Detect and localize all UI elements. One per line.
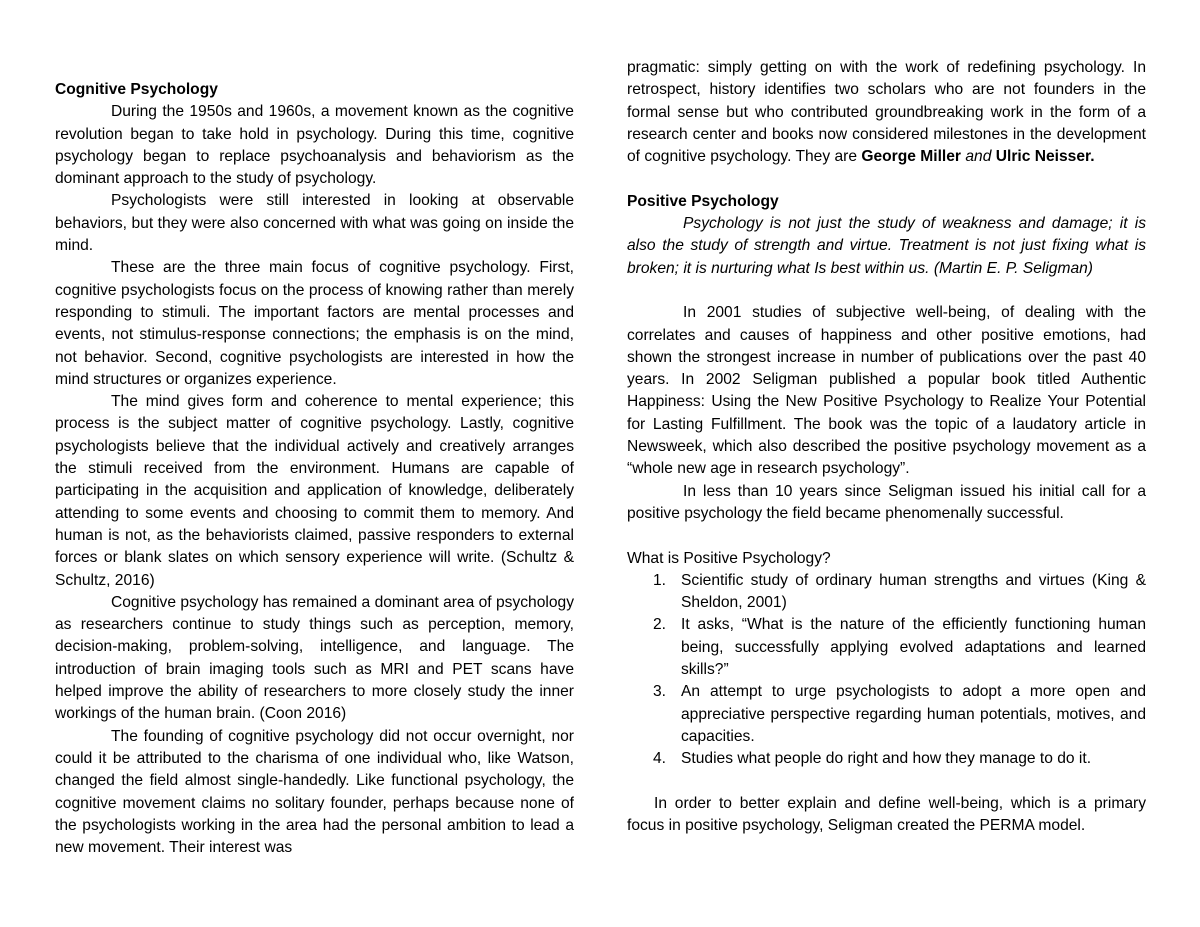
list-item (627, 748, 1146, 770)
list-text: Studies what people do right and how they manage to do it. (681, 750, 1092, 768)
list-item (627, 570, 1146, 615)
list-number: 1. (653, 571, 667, 589)
list-text: It asks, “What is the nature of the efficiently functioning human being, successfully applying evolved adaptations and learned skills?” (681, 616, 1146, 679)
paragraph: In 2001 studies of subjective well-being, of dealing with the correlates and causes of happiness and other positive emotions, had shown the strongest increase in number of publications over the past 40 years. In 2002 Seligman published a popular book titled Authentic Happiness: Using the New Positive Psychology to Realize Your Potential for Lasting Fulfillment. The book was the topic of a laudatory article in Newsweek, which also described the positive psychology movement as a “whole new age in research psychology”. (627, 304, 1146, 478)
list-item (627, 681, 1146, 748)
scholar-name: Ulric Neisser. (995, 148, 1095, 166)
paragraph: In less than 10 years since Seligman issued his initial call for a positive psychology the field became phenomenally successful. (627, 482, 1146, 522)
list-number: 2. (653, 616, 667, 634)
paragraph: Psychologists were still interested in looking at observable behaviors, but they were also concerned with what was going on inside the mind. (55, 192, 574, 255)
spacer (627, 280, 1146, 302)
list-number: 3. (653, 683, 667, 701)
list-text: Scientific study of ordinary human strengths and virtues (King & Sheldon, 2001) (681, 571, 1146, 612)
positive-psychology-heading: Positive Psychology (627, 192, 779, 210)
paragraph: During the 1950s and 1960s, a movement known as the cognitive revolution began to take hold in psychology. During this time, cognitive psychology began to replace psychoanalysis and behaviorism as the dominant approach to the study of psychology. (55, 103, 574, 188)
continuation-paragraph (627, 57, 1146, 168)
list-title: What is Positive Psychology? (627, 549, 831, 567)
left-column (55, 79, 574, 859)
paragraph: These are the three main focus of cognitive psychology. First, cognitive psychologists focus on the process of knowing rather than merely responding to stimuli. The important factors are mental processes and events, not stimulus-response connections; the emphasis is on the mind, not behavior. Second, cognitive psychologists are interested in how the mind structures or organizes experience. (55, 259, 574, 388)
list-text: An attempt to urge psychologists to adopt a more open and appreciative perspective regarding human potentials, motives, and capacities. (681, 683, 1146, 745)
list-item (627, 614, 1146, 681)
spacer (627, 525, 1146, 547)
cognitive-psychology-heading: Cognitive Psychology (55, 81, 218, 98)
paragraph: Cognitive psychology has remained a dominant area of psychology as researchers continue to study things such as perception, memory, decision-making, problem-solving, intelligence, and language. The introduction of brain imaging tools such as MRI and PET scans have helped improve the ability of researchers to more closely study the inner workings of the human brain. (Coon 2016) (55, 593, 574, 723)
scholar-name: George Miller (861, 148, 961, 166)
continuation-text: pragmatic: simply getting on with the work of redefining psychology. In retrospect, history identifies two scholars who are not founders in the formal sense but who contributed groundbreaking work in the form of a research center and books now considered milestones in the development of cognitive psychology. They are (627, 59, 1146, 166)
and-word: and (965, 148, 992, 166)
closing-paragraph: In order to better explain and define well-being, which is a primary focus in positive psychology, Seligman created the PERMA model. (627, 794, 1146, 835)
paragraph: The founding of cognitive psychology did not occur overnight, nor could it be attributed to the charisma of one individual who, like Watson, changed the field almost single-handedly. Like functional psychology, the cognitive movement claims no solitary founder, perhaps because none of the psychologists working in the area had the personal ambition to lead a new movement. Their interest was (55, 727, 574, 857)
spacer (627, 771, 1146, 793)
list-number: 4. (653, 750, 667, 768)
seligman-quote: Psychology is not just the study of weakness and damage; it is also the study of strength and virtue. Treatment is not just fixing what is broken; it is nurturing what Is best within us. (Martin E. P. Seligman) (627, 215, 1146, 277)
spacer (627, 168, 1146, 190)
right-column (627, 57, 1146, 837)
paragraph: The mind gives form and coherence to mental experience; this process is the subject matter of cognitive psychology. Lastly, cognitive psychologists believe that the individual actively and creatively arranges the stimuli received from the environment. Humans are capable of participating in the acquisition and application of knowledge, deliberately attending to some events and choosing to commit them to memory. And human is not, as the behaviorists claimed, passive responders to external forces or blank slates on which sensory experience will write. (Schultz & Schultz, 2016) (55, 393, 574, 589)
